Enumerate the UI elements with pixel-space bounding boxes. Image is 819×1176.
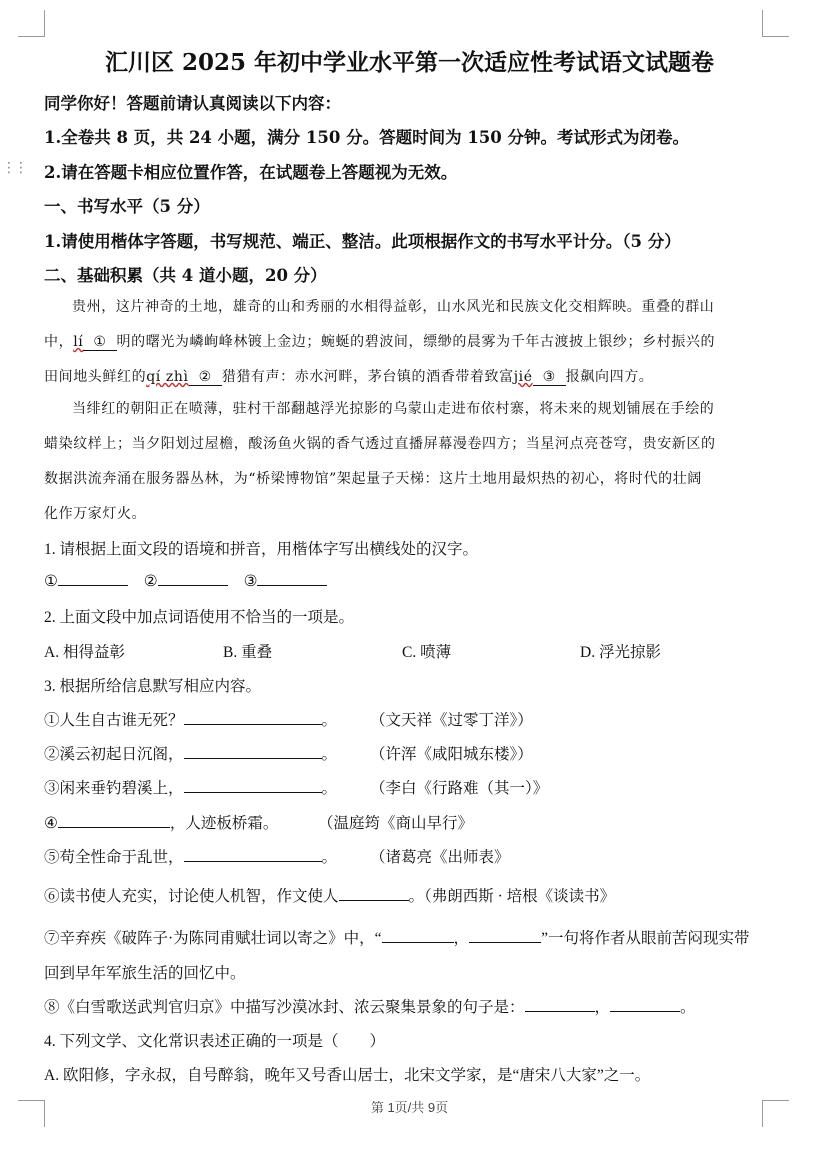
answer-blank[interactable] (158, 571, 228, 586)
passage-line: 田间地头鲜红的qí zhì ② 猎猎有声：赤水河畔，茅台镇的酒香带着致富jié ③ 报飙向四方。 (44, 369, 654, 385)
passage-line: 当绯红的朝阳正在喷薄，驻村干部翻越浮光掠影的乌蒙山走进布依村寨，将未来的规划铺展在手绘的 (72, 401, 715, 417)
section-2-heading: 二、基础积累（共 4 道小题，20 分） (44, 266, 327, 285)
passage-line: 中，lí ① 明的曙光为嶙峋峰林镀上金边；蜿蜒的碧波间，缥缈的晨雾为千年古渡披上银纱；乡村振兴的 (44, 334, 716, 350)
answer-blank[interactable] (58, 571, 128, 586)
recitation-item-8: ⑧《白雪歌送武判官归京》中描写沙漠冰封、浓云聚集景象的句子是： ， 。 (44, 999, 696, 1016)
blank-2: ② (189, 369, 222, 386)
answer-blank[interactable] (525, 997, 595, 1012)
exam-title: 汇川区 2025 年初中学业水平第一次适应性考试语文试题卷 (104, 49, 715, 76)
crop-mark-top-right (762, 10, 789, 37)
blank-1: ① (83, 334, 116, 351)
passage-line: 化作万家灯火。 (44, 506, 147, 522)
drag-handle-icon[interactable]: ⋮⋮ (2, 160, 26, 176)
answer-blank[interactable] (610, 997, 680, 1012)
notice-rule-2: 2.请在答题卡相应位置作答，在试题卷上答题视为无效。 (44, 163, 458, 182)
answer-blank[interactable] (382, 928, 454, 943)
passage-line: 数据洪流奔涌在服务器丛林，为“桥梁博物馆”架起量子天梯：这片土地用最炽热的初心，将时代的壮阔 (44, 471, 702, 487)
option-c[interactable]: C. 喷薄 (402, 644, 452, 661)
answer-blank[interactable] (184, 710, 322, 725)
answer-blank[interactable] (184, 744, 322, 759)
passage-line: 蜡染纹样上；当夕阳划过屋檐，酸汤鱼火锅的香气透过直播屏幕漫卷四方；当星河点亮苍穹，贵安新区的 (44, 436, 716, 452)
answer-blank[interactable] (184, 778, 322, 793)
passage-line: 贵州，这片神奇的土地，雄奇的山和秀丽的水相得益彰，山水风光和民族文化交相辉映。重叠的群山 (72, 299, 715, 315)
recitation-item-6: ⑥读书使人充实，讨论使人机智，作文使人 。（弗朗西斯 · 培根《谈读书》 (44, 888, 616, 905)
notice-greeting: 同学你好！答题前请认真阅读以下内容： (44, 94, 341, 113)
option-a[interactable]: A. 相得益彰 (44, 644, 125, 661)
recitation-source: （温庭筠《商山早行》 (318, 815, 474, 832)
option-b[interactable]: B. 重叠 (223, 644, 273, 661)
pinyin-1: lí (73, 334, 84, 350)
question-4: 4. 下列文学、文化常识表述正确的一项是（ ） (44, 1033, 386, 1050)
question-3: 3. 根据所给信息默写相应内容。 (44, 678, 262, 695)
recitation-item: ④ ，人迹板桥霜。 (44, 815, 279, 832)
recitation-item: ①人生自古谁无死？ 。 (44, 712, 338, 729)
recitation-item: ③闲来垂钓碧溪上， 。 (44, 780, 338, 797)
answer-blank[interactable] (58, 813, 170, 828)
pinyin-2: qí zhì (146, 369, 189, 385)
answer-blank[interactable] (339, 886, 409, 901)
recitation-item-7: ⑦辛弃疾《破阵子·为陈同甫赋壮词以寄之》中，“ ， ”一句将作者从眼前苦闷现实带 (44, 930, 750, 947)
section-1-heading: 一、书写水平（5 分） (44, 197, 210, 216)
section-1-item: 1.请使用楷体字答题，书写规范、端正、整洁。此项根据作文的书写水平计分。（5 分） (44, 232, 681, 251)
question-2: 2. 上面文段中加点词语使用不恰当的一项是。 (44, 609, 355, 626)
recitation-source: （诸葛亮《出师表》 (370, 849, 510, 866)
question-1-blanks: ① ② ③ (44, 571, 327, 591)
crop-mark-top-left (18, 10, 45, 37)
notice-rule-1: 1.全卷共 8 页，共 24 小题，满分 150 分。答题时间为 150 分钟。考试形式为闭卷。 (44, 128, 690, 147)
recitation-source: （文天祥《过零丁洋》） (370, 712, 533, 729)
recitation-item: ⑤苟全性命于乱世， 。 (44, 849, 338, 866)
pinyin-3: jié (513, 369, 533, 385)
answer-blank[interactable] (257, 571, 327, 586)
answer-blank[interactable] (469, 928, 541, 943)
question-4-option-a[interactable]: A. 欧阳修，字永叔，自号醉翁，晚年又号香山居士，北宋文学家，是“唐宋八大家”之一。 (44, 1067, 651, 1084)
page-footer: 第 1页/共 9页 (370, 1100, 449, 1115)
recitation-source: （李白《行路难（其一）》 (370, 780, 549, 797)
recitation-item-7-cont: 回到早年军旅生活的回忆中。 (44, 965, 246, 982)
question-1: 1. 请根据上面文段的语境和拼音，用楷体字写出横线处的汉字。 (44, 541, 479, 558)
recitation-source: （许浑《咸阳城东楼》） (370, 746, 533, 763)
blank-3: ③ (533, 369, 566, 386)
recitation-item: ②溪云初起日沉阁， 。 (44, 746, 338, 763)
option-d[interactable]: D. 浮光掠影 (580, 644, 661, 661)
answer-blank[interactable] (184, 847, 322, 862)
